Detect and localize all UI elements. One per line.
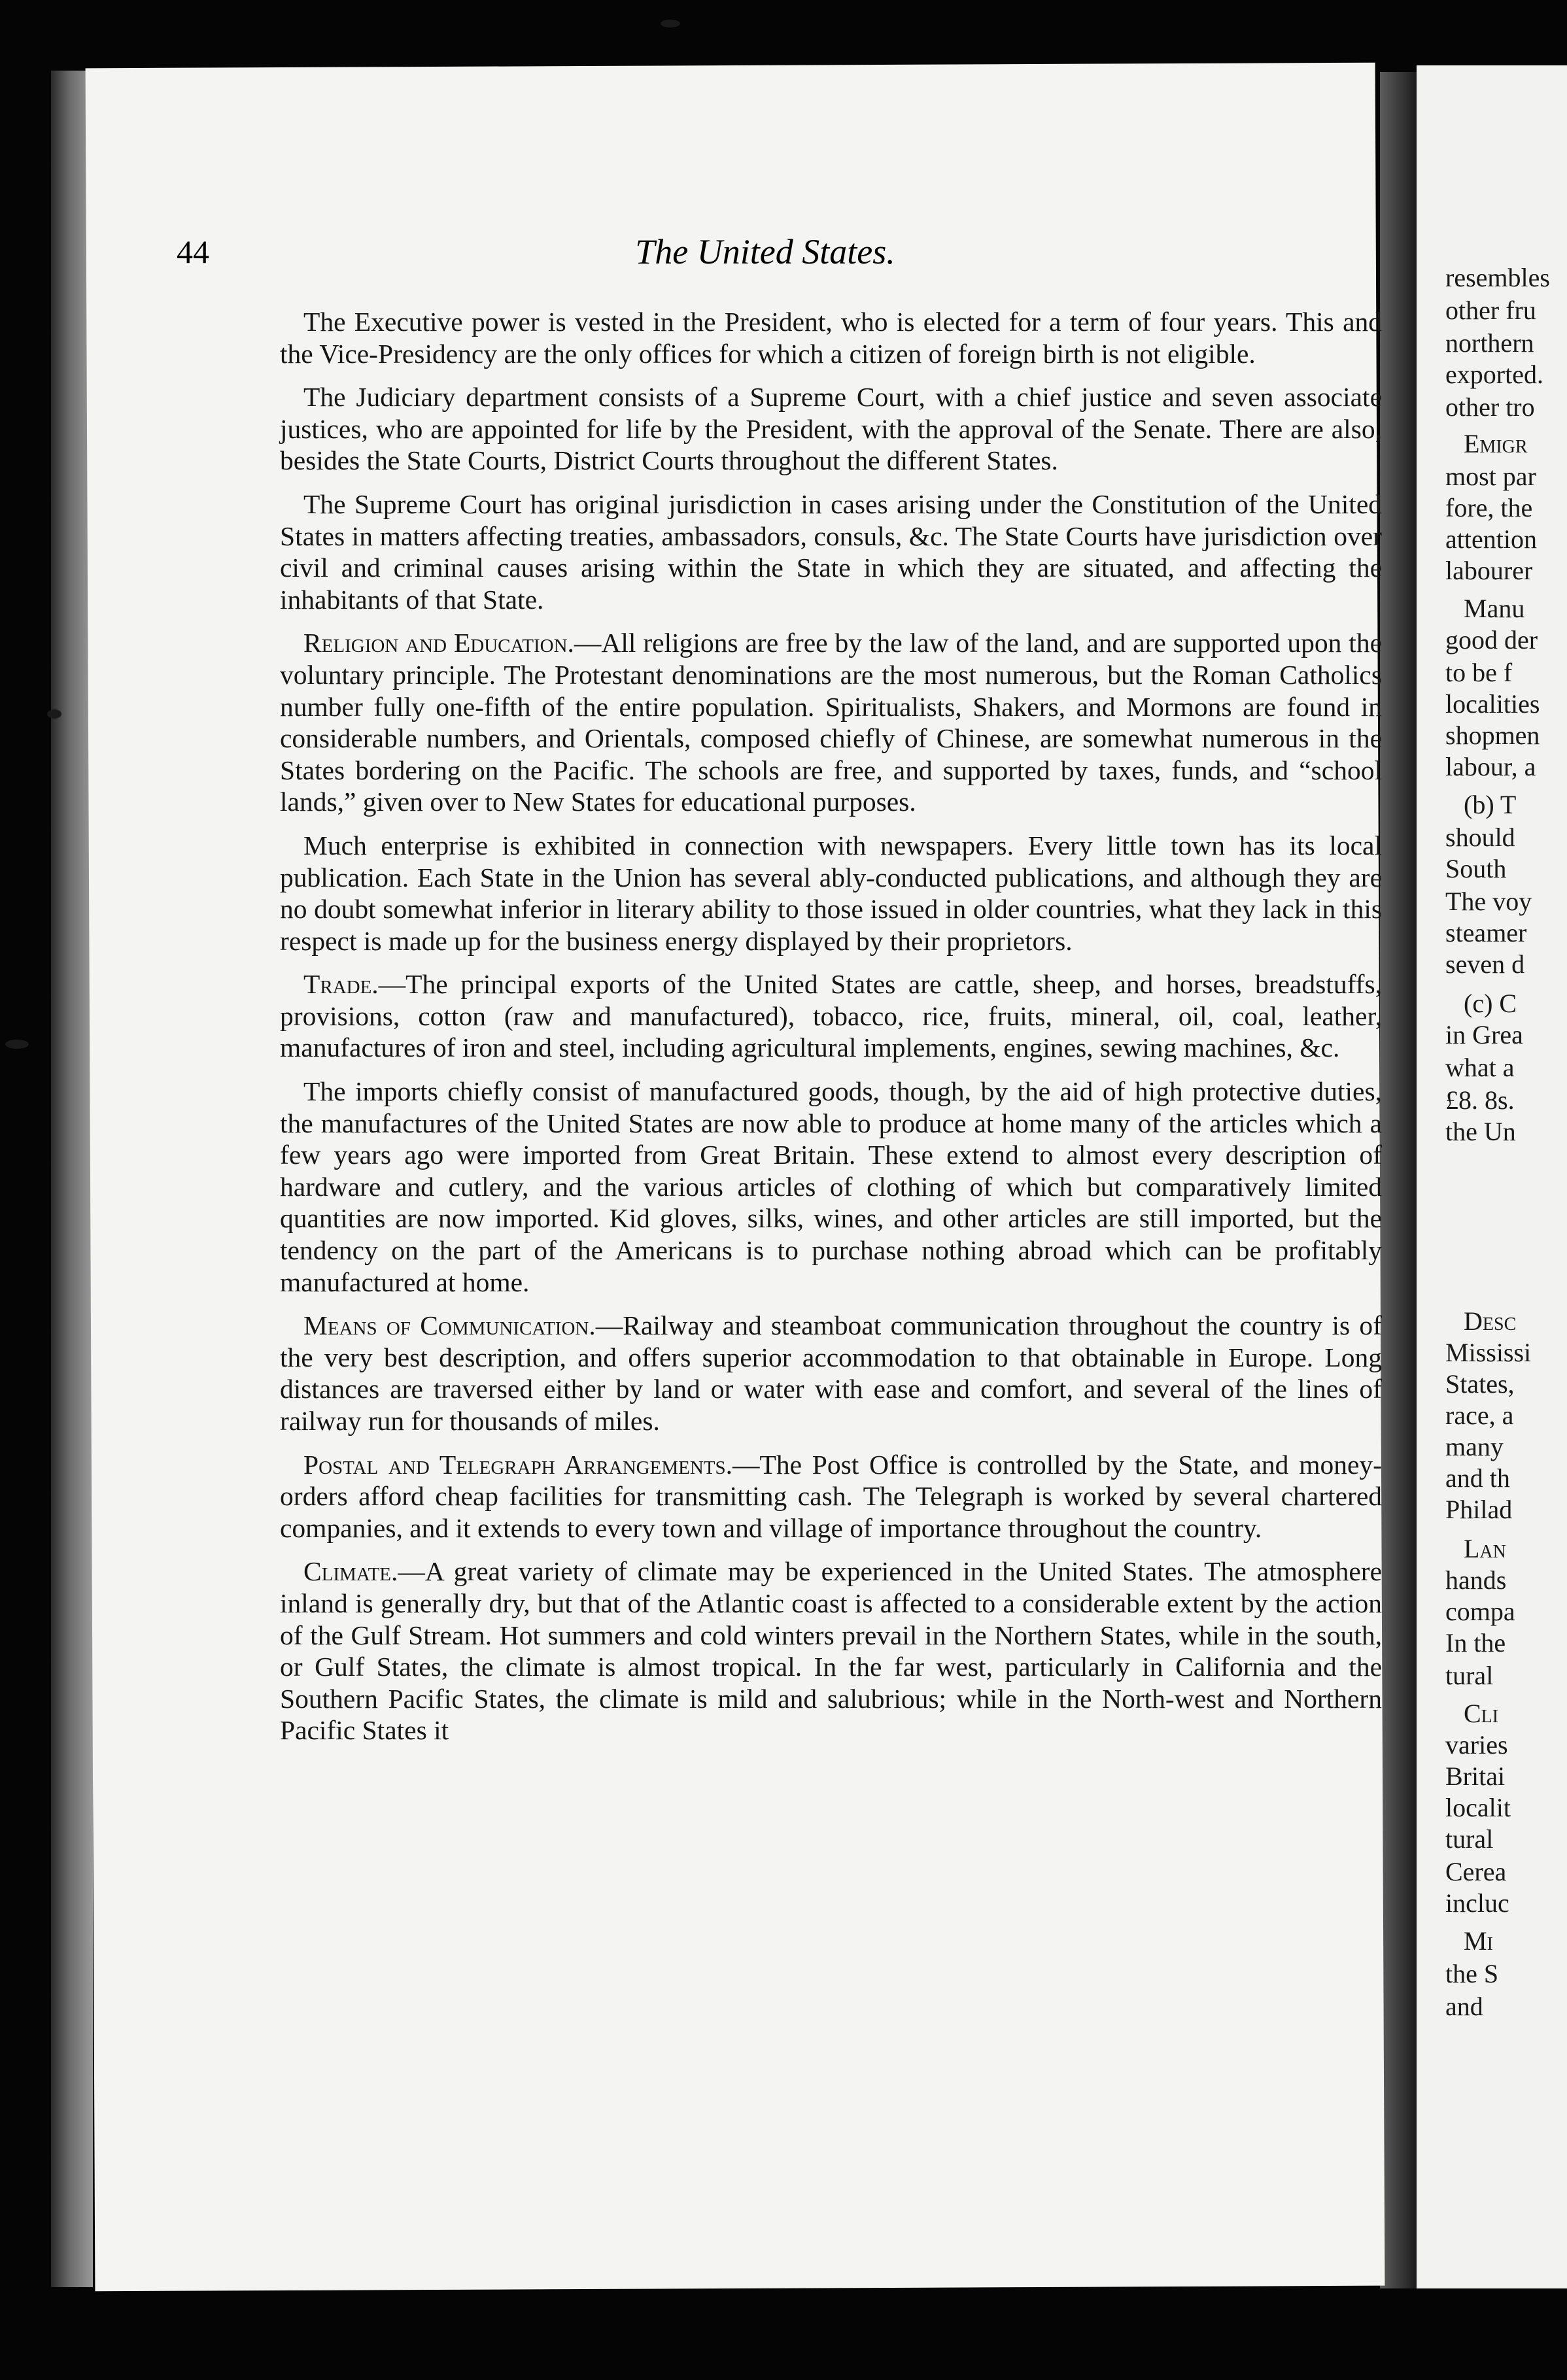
- scan-smudge: [661, 20, 680, 27]
- page-header: [177, 229, 1380, 281]
- facing-page-line: exported.: [1445, 360, 1543, 389]
- facing-page-line: labour, a: [1445, 752, 1536, 781]
- facing-page-line: varies: [1445, 1730, 1508, 1760]
- paragraph-text: The Supreme Court has original jurisdiction in cases arising under the Constitution of the United States in matters affecting treaties, ambassadors, consuls, &c. The State Courts have jurisdiction over civil and criminal causes arising within the State in which they are situated, and affecting the inhabitants of that State.: [280, 488, 1382, 615]
- section-heading: Postal and Telegraph Arrangements.: [303, 1449, 732, 1480]
- facing-page-line: Emigr: [1464, 429, 1528, 458]
- facing-page-line: steamer: [1445, 918, 1527, 947]
- paragraph: [280, 1076, 1382, 1298]
- paragraph-text: The Judiciary department consists of a Supreme Court, with a chief justice and seven associate justices, who are appointed for life by the President, with the approval of the Senate. There are also, besides the State Courts, District Courts throughout the different States.: [280, 382, 1382, 476]
- facing-page-line: and: [1445, 1992, 1483, 2021]
- facing-page-line: Desc: [1464, 1306, 1517, 1336]
- facing-page-line: northern: [1445, 328, 1534, 358]
- paragraph-text: —The principal exports of the United States are cattle, sheep, and horses, breadstuffs, provisions, cotton (raw and manufactured), tobacco, rice, fruits, mineral, oil, coal, leather, manufactures of iron and steel, including agricultural implements, engines, sewing machines, &c.: [280, 969, 1382, 1063]
- facing-page-line: good der: [1445, 625, 1538, 654]
- facing-page-line: (c) C: [1464, 989, 1517, 1018]
- facing-page-line: (b) T: [1464, 790, 1517, 819]
- paragraph-text: —The Post Office is controlled by the State, and money-orders afford cheap facilities for transmitting cash. The Telegraph is worked by several chartered companies, and it extends to every town and village of importance throughout the country.: [280, 1449, 1382, 1543]
- facing-page-line: localit: [1445, 1793, 1511, 1822]
- facing-page-line: Cli: [1464, 1699, 1499, 1728]
- facing-page-line: the Un: [1445, 1117, 1516, 1146]
- paragraph-text: Much enterprise is exhibited in connection with newspapers. Every little town has its local publication. Each State in the Union has several ably-conducted publications, and although they are no doubt somewhat inferior in literary ability to those issued in older countries, what they lack in this respect is made up for the business energy displayed by their proprietors.: [280, 830, 1382, 956]
- facing-page-line: Mississi: [1445, 1338, 1532, 1367]
- section-heading: Religion and Education.: [303, 628, 574, 658]
- facing-page-line: In the: [1445, 1628, 1506, 1658]
- facing-page-line: what a: [1445, 1053, 1515, 1082]
- facing-page-line: Britai: [1445, 1761, 1506, 1791]
- facing-page-line: race, a: [1445, 1401, 1514, 1430]
- facing-page-line: Lan: [1464, 1534, 1506, 1563]
- facing-page-line: resembles: [1445, 263, 1550, 292]
- facing-page-line: seven d: [1445, 949, 1525, 979]
- paragraph: [280, 1556, 1382, 1746]
- facing-page-line: incluc: [1445, 1888, 1509, 1918]
- facing-page-line: tural: [1445, 1824, 1494, 1854]
- facing-page-line: labourer: [1445, 556, 1533, 585]
- facing-page-line: Manu: [1464, 594, 1525, 623]
- scan-smudge: [47, 709, 61, 719]
- facing-page-line: many: [1445, 1432, 1504, 1461]
- paragraph: [280, 830, 1382, 957]
- paragraph: [280, 1310, 1382, 1436]
- facing-page-line: and th: [1445, 1463, 1510, 1493]
- facing-page-line: should: [1445, 823, 1515, 852]
- paragraph: [280, 627, 1382, 818]
- facing-page: [1417, 65, 1567, 2288]
- facing-page-line: localities: [1445, 689, 1540, 719]
- section-heading: Means of Communication.: [303, 1310, 596, 1341]
- facing-page-line: South: [1445, 854, 1507, 883]
- paragraph: [280, 381, 1382, 477]
- facing-page-line: shopmen: [1445, 721, 1540, 750]
- facing-page-line: most par: [1445, 462, 1536, 491]
- facing-page-line: The voy: [1445, 887, 1532, 916]
- facing-page-line: other fru: [1445, 296, 1536, 325]
- paragraph: [280, 1449, 1382, 1544]
- facing-page-line: hands: [1445, 1565, 1507, 1595]
- facing-page-line: compa: [1445, 1597, 1515, 1626]
- paragraph-text: The Executive power is vested in the President, who is elected for a term of four years. This and the Vice-Presidency are the only offices for which a citizen of foreign birth is not eligible.: [280, 307, 1382, 369]
- facing-page-line: fore, the: [1445, 493, 1533, 522]
- paragraph-text: —Railway and steamboat communication throughout the country is of the very best description, and offers superior accommodation to that obtainable in Europe. Long distances are traversed either by land or water with ease and comfort, and several of the lines of railway run for thousands of miles.: [280, 1310, 1382, 1436]
- running-head: The United States.: [635, 232, 895, 271]
- paragraph: [280, 488, 1382, 615]
- facing-page-line: other tro: [1445, 392, 1535, 422]
- facing-page-line: in Grea: [1445, 1020, 1523, 1049]
- facing-page-line: attention: [1445, 524, 1537, 554]
- facing-page-line: Philad: [1445, 1495, 1513, 1524]
- facing-page-line: to be f: [1445, 658, 1513, 687]
- paragraph: [280, 306, 1382, 369]
- facing-page-line: States,: [1445, 1369, 1515, 1399]
- facing-page-line: Cerea: [1445, 1857, 1507, 1886]
- section-heading: Climate.: [303, 1556, 398, 1587]
- facing-page-line: tural: [1445, 1661, 1494, 1690]
- facing-page-line: the S: [1445, 1959, 1499, 1988]
- facing-page-line: £8. 8s.: [1445, 1085, 1515, 1115]
- facing-page-line: Mi: [1464, 1926, 1493, 1956]
- page-number: 44: [177, 233, 209, 270]
- paragraph-text: —All religions are free by the law of the land, and are supported upon the voluntary principle. The Protestant denominations are the most numerous, but the Roman Catholics number fully one-fifth of the entire population. Spiritualists, Shakers, and Mormons are found in considerable numbers, and Orientals, composed chiefly of Chinese, are somewhat numerous in the States bordering on the Pacific. The schools are free, and supported by taxes, funds, and “school lands,” given over to New States for educational purposes.: [280, 628, 1382, 817]
- paragraph: [280, 968, 1382, 1064]
- scan-smudge: [5, 1040, 29, 1049]
- paragraph-text: —A great variety of climate may be experienced in the United States. The atmosphere inland is generally dry, but that of the Atlantic coast is affected to a considerable extent by the action of the Gulf Stream. Hot summers and cold winters prevail in the Northern States, while in the south, or Gulf States, the climate is almost tropical. In the far west, particularly in California and the Southern Pacific States, the climate is mild and salubrious; while in the North-west and Northern Pacific States it: [280, 1556, 1382, 1746]
- paragraph-text: The imports chiefly consist of manufactured goods, though, by the aid of high protective duties, the manufactures of the United States are now able to produce at home many of the articles which a few years ago were imported from Great Britain. These extend to almost every description of hardware and cutlery, and the various articles of clothing of which but comparatively limited quantities are now imported. Kid gloves, silks, wines, and other articles are still imported, but the tendency on the part of the Americans is to purchase nothing abroad which can be profitably manufactured at home.: [280, 1076, 1382, 1297]
- section-heading: Trade.: [303, 969, 379, 1000]
- page-body: [280, 306, 1382, 1758]
